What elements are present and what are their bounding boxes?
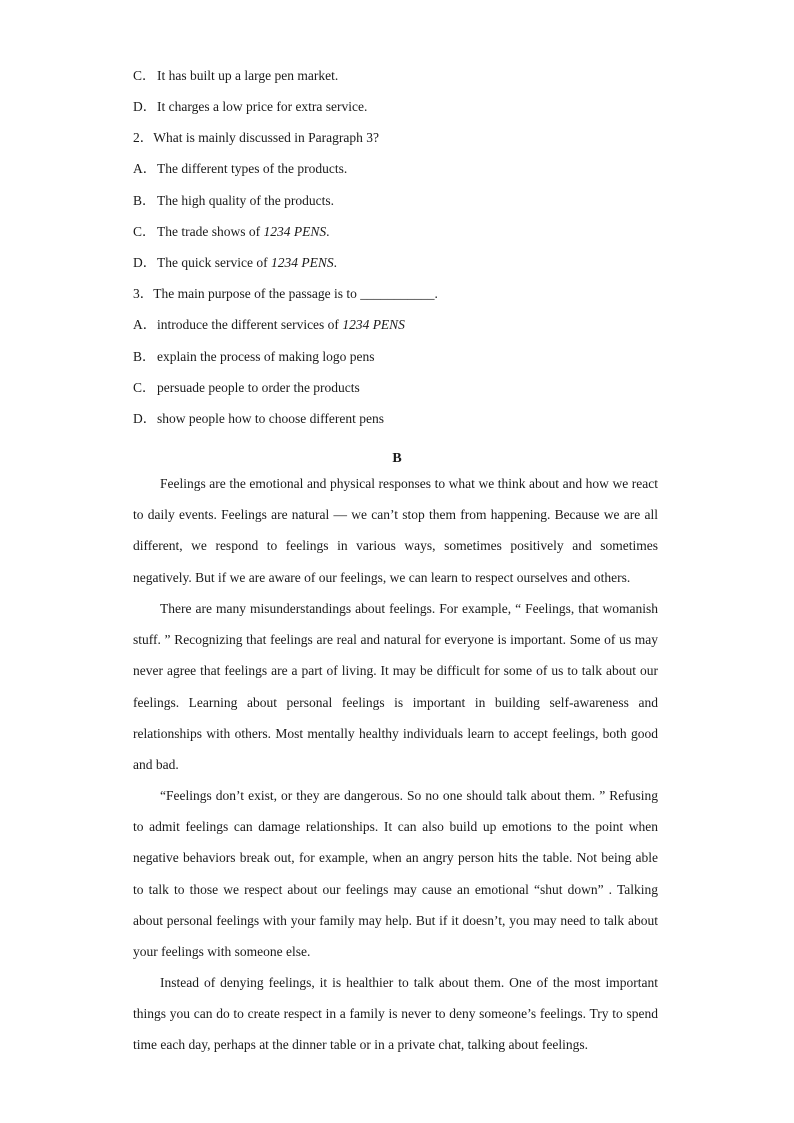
option-text: It charges a low price for extra service.: [157, 99, 368, 114]
question-text: The main purpose of the passage is to ___________.: [153, 286, 438, 301]
option-italic: 1234 PENS: [270, 255, 334, 270]
option-label: B．: [133, 349, 156, 364]
question-number: 3．: [133, 286, 154, 301]
option-text: The different types of the products.: [157, 161, 348, 176]
option-text: The high quality of the products.: [157, 193, 334, 208]
q3-option-c: [133, 379, 360, 397]
option-label: C．: [133, 380, 156, 395]
q1-option-c: [133, 67, 338, 85]
option-text: persuade people to order the products: [157, 380, 360, 395]
option-text: introduce the different services of: [157, 317, 343, 332]
q3-stem: [133, 285, 438, 303]
paragraph-4: Instead of denying feelings, it is healthier to talk about them. One of the most important things you can do to create respect in a family is never to deny someone’s feelings. Try to spend time each day, perhaps at the dinner table or in a private chat, talking about feelings.: [133, 975, 658, 1053]
option-label: D．: [133, 255, 157, 270]
option-label: C．: [133, 224, 156, 239]
q2-option-d: [133, 254, 337, 272]
q2-option-a: [133, 160, 347, 178]
option-label: A．: [133, 161, 157, 176]
question-number: 2．: [133, 130, 154, 145]
paragraph-2: There are many misunderstandings about feelings. For example, “ Feelings, that womanish stuff. ” Recognizing that feelings are real and natural for everyone is important. Some of us may never agree that feelings are a part of living. It may be difficult for some of us to talk about our feelings. Learning about personal feelings is important in building self-awareness and relationships with others. Most mentally healthy individuals learn to accept feelings, both good and bad.: [133, 601, 658, 773]
option-text-end: .: [326, 224, 330, 239]
option-label: B．: [133, 193, 156, 208]
option-text: It has built up a large pen market.: [157, 68, 339, 83]
option-label: D．: [133, 99, 157, 114]
option-italic: 1234 PENS: [342, 317, 405, 332]
option-text-end: .: [333, 255, 337, 270]
option-text: The quick service of: [157, 255, 271, 270]
option-text: show people how to choose different pens: [157, 411, 384, 426]
paragraph-3: “Feelings don’t exist, or they are dangerous. So no one should talk about them. ” Refusing to admit feelings can damage relationships. It can also build up emotions to the point when negative behaviors break out, for example, when an angry person hits the table. Not being able to talk to those we respect about our feelings may cause an emotional “shut down” . Talking about personal feelings with your family may help. But if it doesn’t, you may need to talk about your feelings with someone else.: [133, 788, 658, 960]
option-label: D．: [133, 411, 157, 426]
option-text: explain the process of making logo pens: [157, 349, 375, 364]
q3-option-a: [133, 316, 405, 334]
q3-option-b: [133, 348, 374, 366]
paragraph-1: Feelings are the emotional and physical responses to what we think about and how we react to daily events. Feelings are natural — we can’t stop them from happening. Because we are all different, we respond to feelings in various ways, sometimes positively and sometimes negatively. But if we are aware of our feelings, we can learn to respect ourselves and others.: [133, 476, 658, 585]
q2-option-c: [133, 223, 329, 241]
q2-option-b: [133, 192, 334, 210]
option-italic: 1234 PENS: [263, 224, 327, 239]
question-text: What is mainly discussed in Paragraph 3?: [153, 130, 379, 145]
option-label: C．: [133, 68, 156, 83]
q1-option-d: [133, 98, 367, 116]
q3-option-d: [133, 410, 384, 428]
option-text: The trade shows of: [157, 224, 264, 239]
option-label: A．: [133, 317, 157, 332]
q2-stem: [133, 129, 379, 147]
section-title: B: [392, 451, 402, 466]
